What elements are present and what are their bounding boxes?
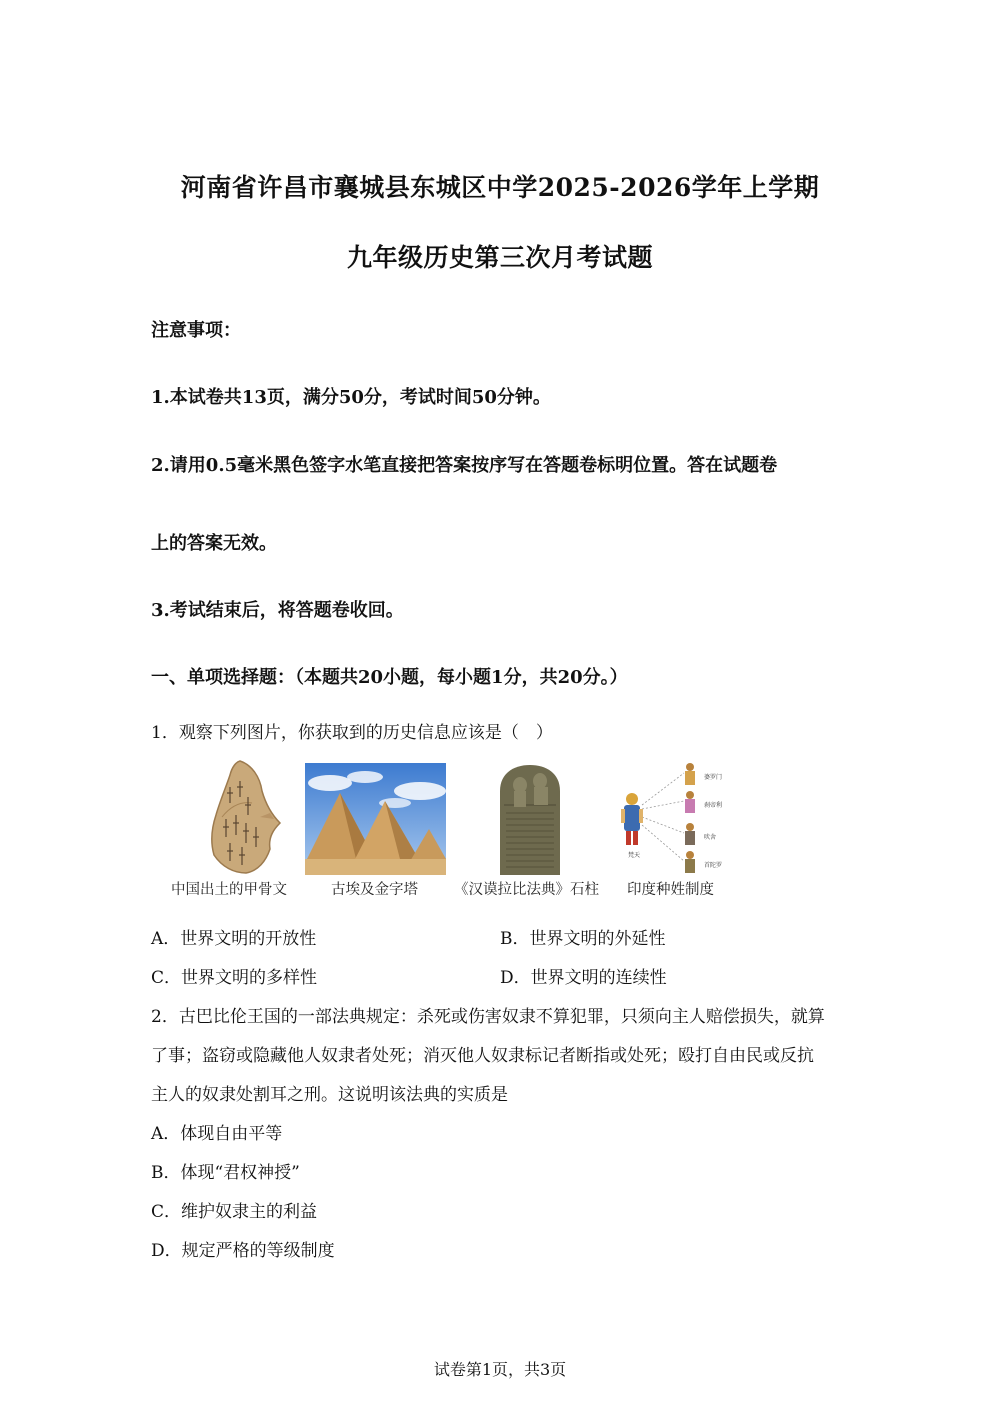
caption-stele: 《汉谟拉比法典》石柱 <box>454 882 599 898</box>
question-1-option-b: B．世界文明的外延性 <box>500 929 666 949</box>
exam-title-line2: 九年级历史第三次月考试题 <box>346 243 653 272</box>
question-2-stem-line2: 了事；盗窃或隐藏他人奴隶者处死；消灭他人奴隶标记者断指或处死；殴打自由民或反抗 <box>151 1046 814 1066</box>
page-footer: 试卷第1页，共3页 <box>433 1360 567 1379</box>
question-2-stem-line1: 2．古巴比伦王国的一部法典规定：杀死或伤害奴隶不算犯罪，只须向主人赔偿损失，就算 <box>151 1007 825 1027</box>
notice-item-2b: 上的答案无效。 <box>151 533 277 554</box>
question-2-option-a: A．体现自由平等 <box>151 1124 283 1144</box>
caption-oracle-bone: 中国出土的甲骨文 <box>171 882 287 898</box>
caste-label-kshatriya: 刹帝利 <box>704 802 723 809</box>
question-1-option-a: A．世界文明的开放性 <box>151 929 317 949</box>
notice-item-2a: 2.请用0.5毫米黑色签字水笔直接把答案按序写在答题卷标明位置。答在试题卷 <box>151 455 778 476</box>
pyramid-image <box>305 763 446 875</box>
notice-item-1: 1.本试卷共13页，满分50分，考试时间50分钟。 <box>151 387 551 408</box>
caste-label-brahmin: 婆罗门 <box>704 774 723 781</box>
exam-title-line1: 河南省许昌市襄城县东城区中学2025-2026学年上学期 <box>180 173 820 202</box>
caption-pyramid: 古埃及金字塔 <box>331 882 418 898</box>
oracle-bone-image <box>200 757 290 875</box>
question-2-option-c: C．维护奴隶主的利益 <box>151 1202 318 1222</box>
question-2-stem-line3: 主人的奴隶处割耳之刑。这说明该法典的实质是 <box>151 1085 508 1105</box>
question-2-option-b: B．体现“君权神授” <box>151 1163 300 1183</box>
caste-label-brahma: 梵天 <box>628 852 641 859</box>
question-1-option-d: D．世界文明的连续性 <box>500 968 667 988</box>
section-1-heading: 一、单项选择题：（本题共20小题，每小题1分，共20分。） <box>151 667 628 688</box>
caption-caste: 印度种姓制度 <box>627 882 714 898</box>
question-2-option-d: D．规定严格的等级制度 <box>151 1241 335 1261</box>
notice-heading: 注意事项： <box>151 320 241 341</box>
question-1-stem: 1．观察下列图片，你获取到的历史信息应该是（ ） <box>151 723 553 743</box>
caste-diagram-image <box>612 757 752 875</box>
caste-label-vaishya: 吠舍 <box>704 834 717 841</box>
stele-image <box>494 763 566 875</box>
notice-item-3: 3.考试结束后，将答题卷收回。 <box>151 600 404 621</box>
caste-label-shudra: 首陀罗 <box>704 862 723 869</box>
question-1-option-c: C．世界文明的多样性 <box>151 968 318 988</box>
